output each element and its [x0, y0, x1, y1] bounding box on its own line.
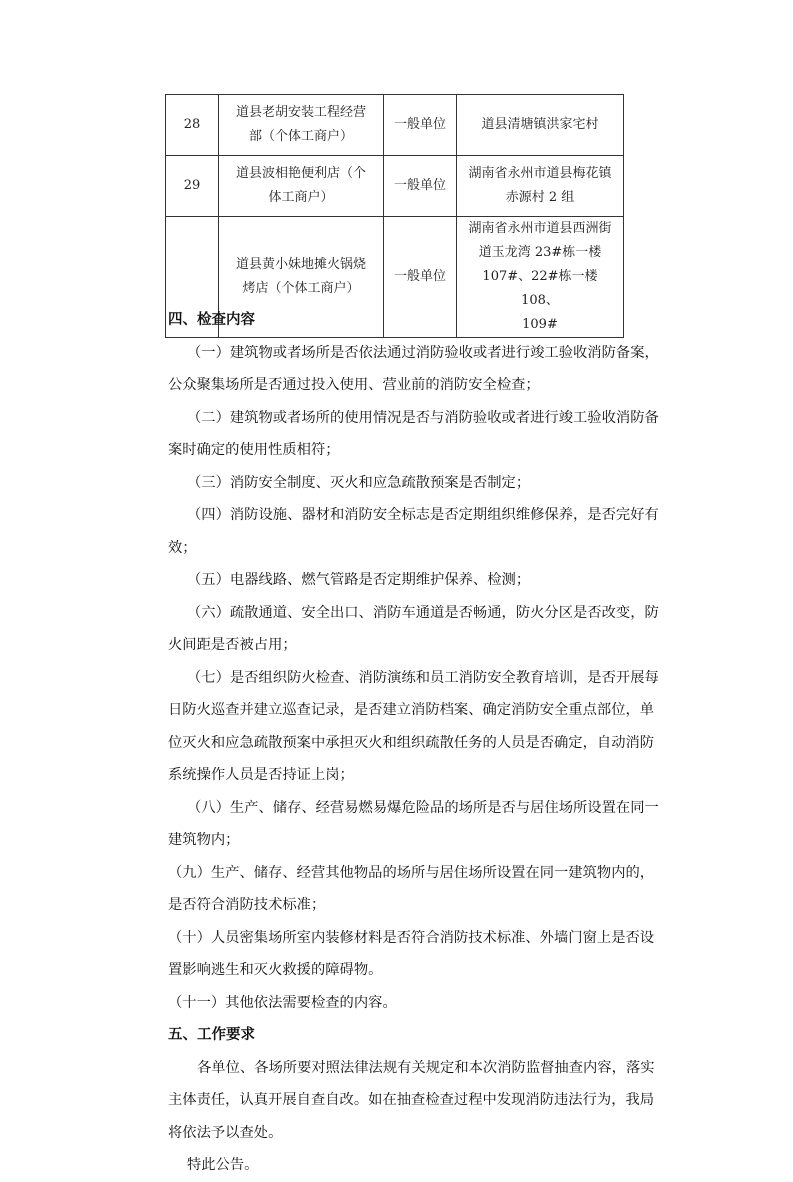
address-cell — [457, 156, 624, 217]
inspection-item-line: （九）生产、储存、经营其他物品的场所与居住场所设置在同一建筑物内的， — [168, 864, 655, 881]
inspection-item-line: （三）消防安全制度、灭火和应急疏散预案是否制定； — [187, 474, 531, 491]
section-heading-work-requirements: 五、工作要求 — [168, 1027, 255, 1043]
table-row — [166, 156, 624, 217]
address-cell-line: 道县清塘镇洪家宅村 — [481, 117, 599, 132]
paragraph-line: 将依法予以查处。 — [168, 1124, 283, 1141]
closing-text: 特此公告。 — [187, 1157, 259, 1173]
inspection-item-line: 位灭火和应急疏散预案中承担灭火和组织疏散任务的人员是否确定，自动消防 — [168, 734, 655, 751]
address-cell-line: 道玉龙湾 23#栋一楼 — [478, 245, 602, 260]
unit-name-cell-line: 烤店（个体工商户） — [242, 281, 360, 296]
inspection-item-line: （十一）其他依法需要检查的内容。 — [168, 994, 397, 1011]
inspection-item-line: 是否符合消防技术标准； — [168, 897, 326, 913]
unit-name-cell-line: 道县老胡安装工程经营 — [235, 105, 366, 120]
inspection-item-line: （七）是否组织防火检查、消防演练和员工消防安全教育培训，是否开展每 — [187, 669, 659, 686]
inspection-item-line: （五）电器线路、燃气管路是否定期维护保养、检测； — [187, 572, 531, 588]
address-cell-line: 湖南省永州市道县梅花镇 — [468, 166, 612, 181]
inspection-item-line: 置影响逃生和灭火救援的障碍物。 — [168, 962, 383, 978]
inspection-item-line: （六）疏散通道、安全出口、消防车通道是否畅通，防火分区是否改变，防 — [187, 604, 659, 621]
inspection-item-line: （四）消防设施、器材和消防安全标志是否定期组织维修保养，是否完好有 — [187, 507, 659, 523]
address-cell-line: 湖南省永州市道县西洲街 — [468, 221, 612, 236]
inspection-item-line: 火间距是否被占用； — [168, 637, 297, 653]
inspection-item-line: 效； — [168, 539, 197, 556]
unit-name-cell — [219, 156, 384, 217]
work-requirements-paragraph — [168, 1052, 655, 1150]
inspection-item-line: （十）人员密集场所室内装修材料是否符合消防技术标准、外墙门窗上是否设 — [168, 929, 655, 946]
row-number-cell: 29 — [166, 156, 219, 217]
inspection-item-line: （八）生产、储存、经营易燃易爆危险品的场所是否与居住场所设置在同一 — [187, 799, 659, 816]
paragraph-line: 主体责任，认真开展自查自改。如在抽查检查过程中发现消防违法行为，我局 — [168, 1092, 655, 1108]
unit-type-cell: 一般单位 — [384, 156, 457, 217]
paragraph-line: 各单位、各场所要对照法律法规有关规定和本次消防监督抽查内容，落实 — [197, 1059, 655, 1076]
units-table — [165, 94, 624, 338]
section-heading-inspection-content: 四、检查内容 — [168, 312, 255, 328]
unit-name-cell-line: 道县黄小妹地摊火锅烧 — [235, 257, 366, 272]
inspection-item-line: （二）建筑物或者场所的使用情况是否与消防验收或者进行竣工验收消防备 — [187, 409, 659, 426]
inspection-items — [168, 337, 659, 1020]
inspection-item-line: 系统操作人员是否持证上岗； — [168, 767, 354, 783]
unit-name-cell-line: 部（个体工商户） — [248, 129, 353, 144]
address-cell-line: 109# — [522, 317, 558, 332]
inspection-item-line: 案时确定的使用性质相符； — [168, 442, 340, 458]
table-row — [166, 95, 624, 156]
inspection-item-line: （一）建筑物或者场所是否依法通过消防验收或者进行竣工验收消防备案， — [187, 344, 659, 361]
unit-type-cell: 一般单位 — [384, 95, 457, 156]
row-number-cell: 28 — [166, 95, 219, 156]
address-cell — [457, 95, 624, 156]
address-cell-line: 107#、22#栋一楼 108、 — [482, 269, 598, 308]
address-cell-line: 赤源村 2 组 — [505, 190, 575, 205]
unit-type-cell: 一般单位 — [384, 217, 457, 338]
inspection-item-line: 公众聚集场所是否通过投入使用、营业前的消防安全检查； — [168, 377, 540, 393]
body-text — [168, 304, 659, 1182]
unit-name-cell-line: 体工商户） — [268, 190, 334, 205]
inspection-item-line: 建筑物内； — [168, 832, 240, 848]
unit-name-cell — [219, 95, 384, 156]
inspection-item-line: 日防火巡查并建立巡查记录，是否建立消防档案、确定消防安全重点部位，单 — [168, 702, 655, 718]
unit-name-cell-line: 道县波相艳便利店（个 — [235, 166, 366, 181]
